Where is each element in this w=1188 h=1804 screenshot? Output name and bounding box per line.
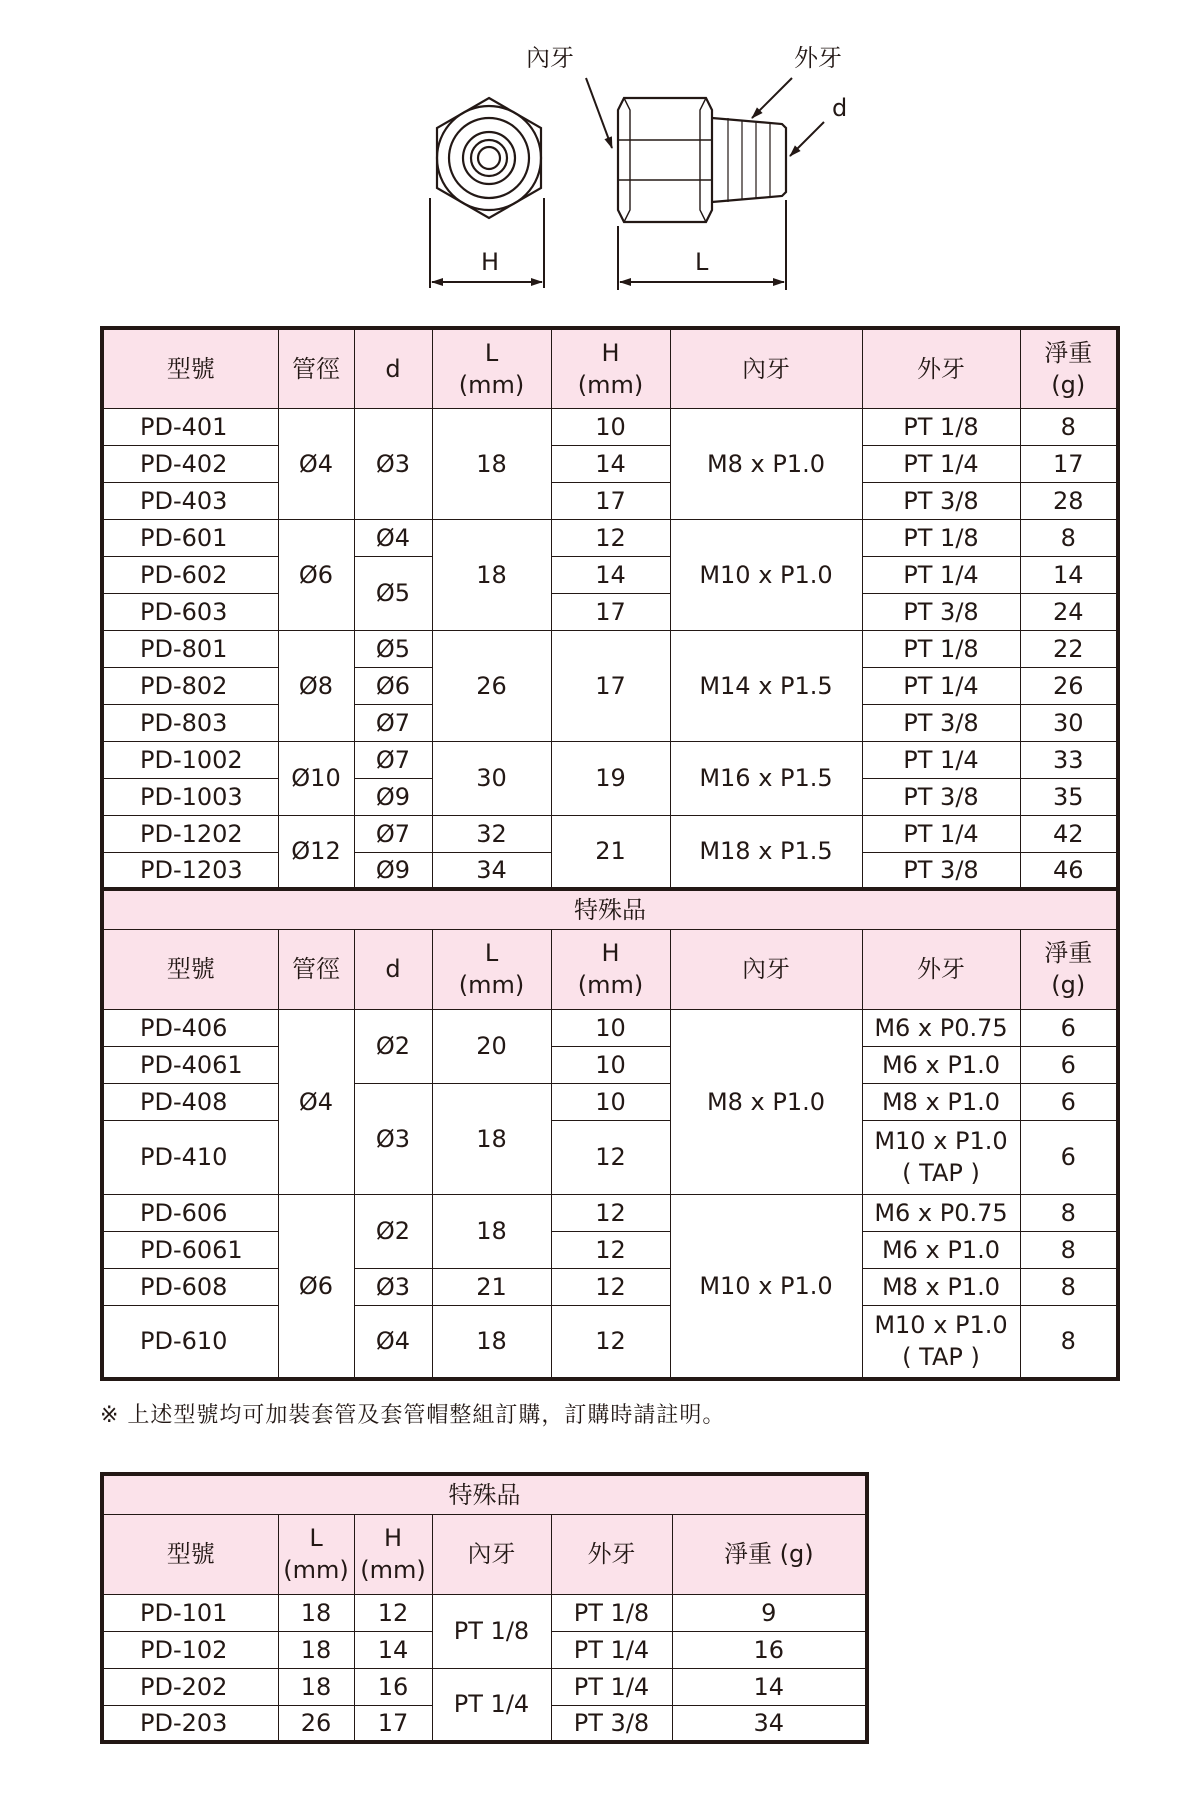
cell-model: PD-101 [102,1594,278,1631]
cell-h: 10 [551,1083,670,1120]
leader-lines [586,78,824,156]
cell-outer: PT 3/8 [862,482,1020,519]
cell-weight: 14 [672,1668,867,1705]
cell-model: PD-603 [102,593,278,630]
cell-weight: 17 [1020,445,1118,482]
cell-l: 26 [278,1705,354,1742]
header-outer-thread: 外牙 [551,1514,672,1594]
cell-outer: PT 1/8 [862,519,1020,556]
cell-outer: PT 1/8 [862,630,1020,667]
cell-outer: PT 1/8 [862,408,1020,445]
header-h: H (mm) [551,929,670,1009]
cell-l: 18 [432,519,551,630]
table-row [102,408,1118,445]
cell-model: PD-601 [102,519,278,556]
cell-l: 20 [432,1009,551,1083]
table-row [102,1268,1118,1305]
cell-model: PD-803 [102,704,278,741]
cell-weight: 16 [672,1631,867,1668]
cell-l: 26 [432,630,551,741]
cell-d: Ø9 [354,852,432,889]
cell-inner: M16 x P1.5 [670,741,862,815]
special-adapter-table [100,1472,869,1744]
cell-inner: M14 x P1.5 [670,630,862,741]
cell-outer: M6 x P1.0 [862,1046,1020,1083]
fitting-technical-drawing [0,0,1188,300]
cell-outer: M10 x P1.0 ( TAP ) [862,1120,1020,1194]
header-row [102,328,1118,408]
cell-d: Ø2 [354,1009,432,1083]
table-row [102,482,1118,519]
cell-d: Ø5 [354,556,432,630]
d-label: d [832,94,848,122]
header-weight: 淨重 (g) [672,1514,867,1594]
cell-outer: PT 1/4 [551,1631,672,1668]
cell-outer: PT 1/4 [862,445,1020,482]
cell-h: 10 [551,408,670,445]
cell-outer: M6 x P0.75 [862,1009,1020,1046]
cell-model: PD-410 [102,1120,278,1194]
header-model: 型號 [102,328,278,408]
table-row [102,556,1118,593]
cell-outer: PT 3/8 [862,852,1020,889]
header-l: L (mm) [432,929,551,1009]
header-tube: 管徑 [278,929,354,1009]
table-row [102,1668,867,1705]
table-row [102,1046,1118,1083]
header-weight: 淨重 (g) [1020,328,1118,408]
header-h: H (mm) [551,328,670,408]
cell-weight: 8 [1020,408,1118,445]
cell-h: 14 [354,1631,432,1668]
header-l: L (mm) [432,328,551,408]
cell-model: PD-608 [102,1268,278,1305]
cell-outer: PT 3/8 [862,704,1020,741]
cell-weight: 8 [1020,519,1118,556]
cell-weight: 30 [1020,704,1118,741]
cell-weight: 8 [1020,1194,1118,1231]
cell-weight: 6 [1020,1009,1118,1046]
cell-weight: 22 [1020,630,1118,667]
order-note: ※ 上述型號均可加裝套管及套管帽整組訂購，訂購時請註明。 [100,1403,726,1428]
table-row [102,593,1118,630]
cell-weight: 34 [672,1705,867,1742]
header-inner-thread: 內牙 [670,929,862,1009]
cell-l: 21 [432,1268,551,1305]
cell-h: 21 [551,815,670,889]
cell-weight: 33 [1020,741,1118,778]
cell-model: PD-203 [102,1705,278,1742]
special-header-row [102,929,1118,1009]
special-banner: 特殊品 [102,1474,867,1514]
cell-weight: 24 [1020,593,1118,630]
cell-tube: Ø10 [278,741,354,815]
cell-tube: Ø4 [278,408,354,519]
cell-model: PD-4061 [102,1046,278,1083]
cell-inner: M18 x P1.5 [670,815,862,889]
front-view-hexagon [437,98,541,218]
table-row [102,519,1118,556]
cell-model: PD-610 [102,1305,278,1379]
cell-outer: PT 3/8 [551,1705,672,1742]
cell-d: Ø6 [354,667,432,704]
side-view-fitting [618,98,786,222]
cell-h: 12 [551,1268,670,1305]
cell-inner: M10 x P1.0 [670,519,862,630]
cell-model: PD-606 [102,1194,278,1231]
cell-model: PD-1203 [102,852,278,889]
table-row [102,1120,1118,1194]
cell-outer: M8 x P1.0 [862,1268,1020,1305]
header-l: L (mm) [278,1514,354,1594]
cell-weight: 35 [1020,778,1118,815]
cell-model: PD-1002 [102,741,278,778]
cell-inner: PT 1/4 [432,1668,551,1742]
table-row [102,815,1118,852]
cell-h: 17 [551,593,670,630]
cell-model: PD-402 [102,445,278,482]
table-row [102,1231,1118,1268]
cell-weight: 26 [1020,667,1118,704]
cell-model: PD-406 [102,1009,278,1046]
header-weight: 淨重 (g) [1020,929,1118,1009]
cell-weight: 8 [1020,1305,1118,1379]
header-h: H (mm) [354,1514,432,1594]
header-outer-thread: 外牙 [862,929,1020,1009]
cell-model: PD-802 [102,667,278,704]
cell-tube: Ø6 [278,519,354,630]
cell-outer: M6 x P1.0 [862,1231,1020,1268]
cell-l: 18 [278,1668,354,1705]
cell-h: 12 [354,1594,432,1631]
header-model: 型號 [102,929,278,1009]
cell-d: Ø3 [354,1268,432,1305]
cell-outer: M8 x P1.0 [862,1083,1020,1120]
table-row [102,445,1118,482]
cell-h: 17 [354,1705,432,1742]
cell-model: PD-401 [102,408,278,445]
cell-outer: PT 3/8 [862,593,1020,630]
table-row [102,630,1118,667]
table-row [102,1009,1118,1046]
cell-inner: M8 x P1.0 [670,408,862,519]
header-d: d [354,929,432,1009]
cell-l: 18 [432,1083,551,1194]
cell-d: Ø4 [354,519,432,556]
header-d: d [354,328,432,408]
cell-inner: PT 1/8 [432,1594,551,1668]
cell-tube: Ø6 [278,1194,354,1379]
cell-model: PD-102 [102,1631,278,1668]
table-row [102,1083,1118,1120]
cell-weight: 28 [1020,482,1118,519]
cell-model: PD-801 [102,630,278,667]
cell-outer: M10 x P1.0 ( TAP ) [862,1305,1020,1379]
cell-d: Ø7 [354,704,432,741]
cell-model: PD-403 [102,482,278,519]
cell-weight: 6 [1020,1083,1118,1120]
cell-weight: 8 [1020,1231,1118,1268]
table-row [102,1594,867,1631]
cell-l: 18 [432,1194,551,1268]
header-tube: 管徑 [278,328,354,408]
cell-h: 16 [354,1668,432,1705]
cell-h: 12 [551,1305,670,1379]
cell-d: Ø7 [354,815,432,852]
cell-h: 12 [551,519,670,556]
cell-model: PD-202 [102,1668,278,1705]
cell-d: Ø3 [354,408,432,519]
outer-thread-label: 外牙 [794,44,842,72]
cell-h: 14 [551,556,670,593]
cell-weight: 14 [1020,556,1118,593]
cell-h: 10 [551,1009,670,1046]
cell-l: 18 [278,1594,354,1631]
cell-d: Ø9 [354,778,432,815]
cell-l: 30 [432,741,551,815]
cell-l: 18 [278,1631,354,1668]
cell-h: 12 [551,1120,670,1194]
cell-l: 34 [432,852,551,889]
cell-weight: 6 [1020,1120,1118,1194]
cell-weight: 42 [1020,815,1118,852]
cell-outer: PT 1/4 [862,741,1020,778]
special-banner: 特殊品 [102,889,1118,929]
cell-tube: Ø4 [278,1009,354,1194]
special-banner-row [102,1474,867,1514]
cell-tube: Ø12 [278,815,354,889]
cell-d: Ø3 [354,1083,432,1194]
cell-h: 12 [551,1194,670,1231]
header-inner-thread: 內牙 [432,1514,551,1594]
h-label: H [481,248,500,276]
cell-outer: PT 1/4 [551,1668,672,1705]
cell-model: PD-1202 [102,815,278,852]
cell-model: PD-1003 [102,778,278,815]
cell-h: 14 [551,445,670,482]
cell-h: 17 [551,482,670,519]
cell-weight: 8 [1020,1268,1118,1305]
inner-thread-label: 內牙 [526,44,574,72]
cell-h: 10 [551,1046,670,1083]
cell-l: 32 [432,815,551,852]
header-model: 型號 [102,1514,278,1594]
cell-tube: Ø8 [278,630,354,741]
cell-model: PD-602 [102,556,278,593]
cell-weight: 46 [1020,852,1118,889]
cell-inner: M8 x P1.0 [670,1009,862,1194]
cell-outer: M6 x P0.75 [862,1194,1020,1231]
cell-weight: 6 [1020,1046,1118,1083]
special-banner-row [102,889,1118,929]
table-row [102,741,1118,778]
cell-weight: 9 [672,1594,867,1631]
main-spec-table [100,326,1120,1381]
cell-d: Ø5 [354,630,432,667]
cell-d: Ø7 [354,741,432,778]
cell-l: 18 [432,1305,551,1379]
l-label: L [695,248,709,276]
cell-d: Ø2 [354,1194,432,1268]
table-row [102,1194,1118,1231]
header-row [102,1514,867,1594]
header-outer-thread: 外牙 [862,328,1020,408]
cell-outer: PT 3/8 [862,778,1020,815]
header-inner-thread: 內牙 [670,328,862,408]
cell-model: PD-6061 [102,1231,278,1268]
cell-outer: PT 1/4 [862,667,1020,704]
table-row [102,1305,1118,1379]
cell-outer: PT 1/8 [551,1594,672,1631]
cell-inner: M10 x P1.0 [670,1194,862,1379]
cell-l: 18 [432,408,551,519]
cell-h: 17 [551,630,670,741]
cell-outer: PT 1/4 [862,815,1020,852]
cell-model: PD-408 [102,1083,278,1120]
cell-h: 19 [551,741,670,815]
cell-d: Ø4 [354,1305,432,1379]
cell-outer: PT 1/4 [862,556,1020,593]
cell-h: 12 [551,1231,670,1268]
